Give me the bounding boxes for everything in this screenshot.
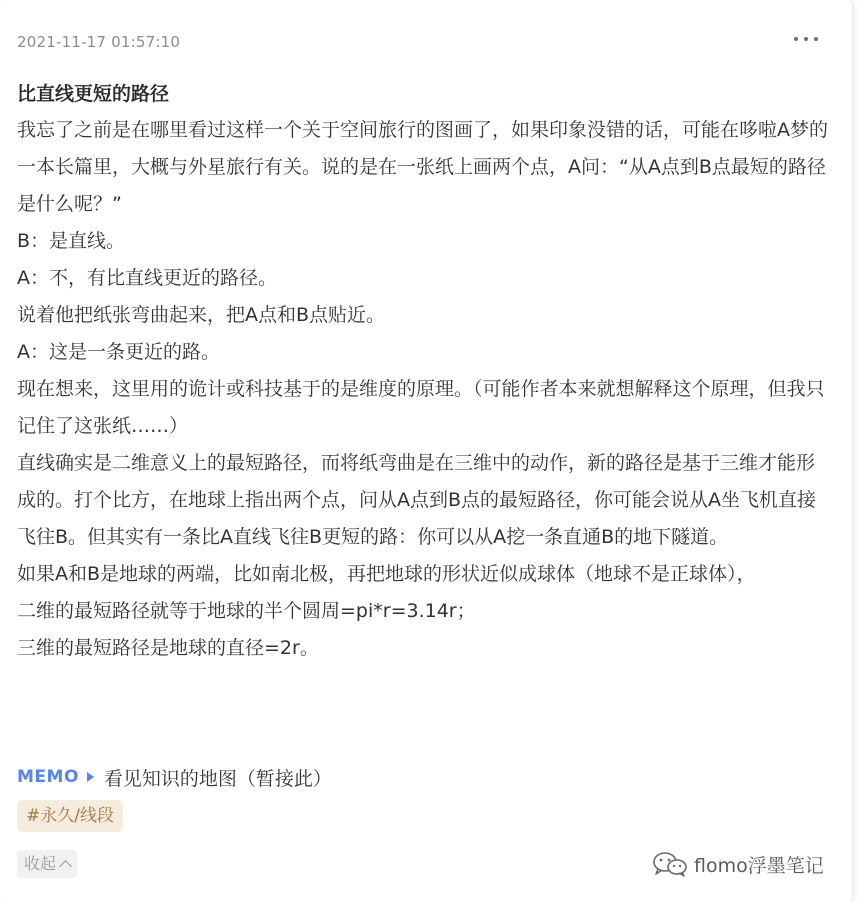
memo-paragraph: 现在想来，这里用的诡计或科技基于的是维度的原理。（可能作者本来就想解释这个原理，但我只记住了这张纸……） (17, 378, 825, 437)
memo-paragraph: 我忘了之前是在哪里看过这样一个关于空间旅行的图画了，如果印象没错的话，可能在哆啦A梦的一本长篇里，大概与外星旅行有关。说的是在一张纸上画两个点，A问：“从A点到B点最短的路径是什么呢？” (17, 119, 829, 215)
collapse-label: 收起 (24, 854, 57, 873)
watermark (652, 848, 824, 880)
play-arrow-icon (87, 772, 94, 782)
memo-title: 比直线更短的路径 (17, 83, 170, 105)
memo-link-label: MEMO (17, 767, 79, 787)
memo-timestamp: 2021-11-17 01:57:10 (17, 33, 181, 51)
memo-paragraph: B：是直线。 (17, 230, 126, 252)
memo-paragraph: A：不，有比直线更近的路径。 (17, 267, 277, 289)
more-dot (804, 37, 808, 41)
memo-paragraph: 如果A和B是地球的两端，比如南北极，再把地球的形状近似成球体（地球不是正球体）， (17, 563, 756, 585)
chevron-up-icon (59, 860, 72, 873)
memo-paragraph: 二维的最短路径就等于地球的半个圆周=pi*r=3.14r； (17, 600, 476, 622)
watermark-text: flomo浮墨笔记 (694, 854, 824, 877)
memo-content (17, 76, 829, 667)
memo-paragraph: 说着他把纸张弯曲起来，把A点和B点贴近。 (17, 304, 386, 326)
linked-memo[interactable] (17, 760, 332, 794)
wechat-icon (652, 851, 688, 877)
memo-paragraph: 三维的最短路径是地球的直径=2r。 (17, 637, 319, 659)
memo-paragraph: A：这是一条更近的路。 (17, 341, 220, 363)
more-dot (794, 37, 798, 41)
memo-tag[interactable]: #永久/线段 (17, 800, 123, 832)
more-dot (814, 37, 818, 41)
memo-paragraph: 直线确实是二维意义上的最短路径，而将纸弯曲是在三维中的动作，新的路径是基于三维才能形成的。打个比方，在地球上指出两个点，问从A点到B点的最短路径，你可能会说从A坐飞机直接飞往B。但其实有一条比A直线飞往B更短的路：你可以从A挖一条直通B的地下隧道。 (17, 452, 817, 548)
collapse-button[interactable] (17, 850, 77, 878)
more-options-icon[interactable] (794, 28, 818, 50)
memo-link-text: 看见知识的地图（暂接此） (103, 767, 332, 790)
